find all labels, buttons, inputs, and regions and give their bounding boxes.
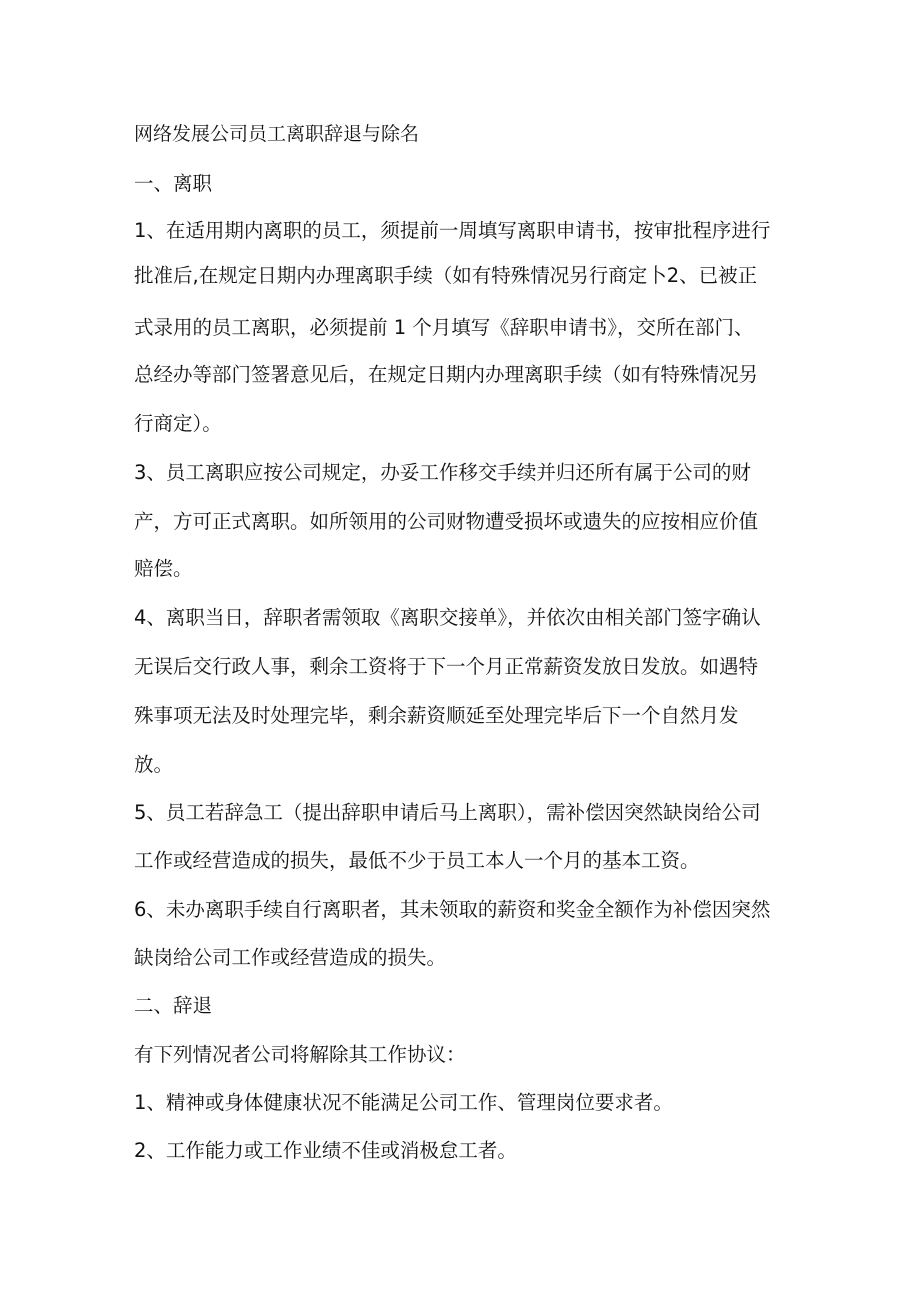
paragraph-line: 4、离职当日，辞职者需领取《离职交接单》，并依次由相关部门签字确认 [134,606,761,629]
paragraph-line: 总经办等部门签署意见后，在规定日期内办理离职手续（如有特殊情况另 [134,363,759,386]
paragraph-line: 殊事项无法及时处理完毕，剩余薪资顺延至处理完毕后下一个自然月发 [134,704,739,727]
paragraph-line: 5、员工若辞急工（提出辞职申请后马上离职），需补偿因突然缺岗给公司 [134,801,761,824]
paragraph-line: 2、工作能力或工作业绩不佳或消极怠工者。 [134,1139,517,1162]
paragraph-line: 批准后,在规定日期内办理离职手续（如有特殊情况另行商定卜2、已被正 [134,264,758,287]
paragraph-line: 有下列情况者公司将解除其工作协议： [134,1043,466,1066]
paragraph-line: 工作或经营造成的损失，最低不少于员工本人一个月的基本工资。 [134,849,700,872]
paragraph-line: 缺岗给公司工作或经营造成的损失。 [134,946,447,969]
paragraph-line: 1、精神或身体健康状况不能满足公司工作、管理岗位要求者。 [134,1091,673,1114]
paragraph-line: 产，方可正式离职。如所领用的公司财物遭受损坏或遗失的应按相应价值 [134,510,759,533]
paragraph-line: 式录用的员工离职，必须提前 1 个月填写《辞职申请书》，交所在部门、 [134,316,754,339]
section-heading: 一、离职 [134,172,213,195]
paragraph-line: 行商定）。 [134,412,222,435]
document-title: 网络发展公司员工离职辞退与除名 [134,123,420,145]
paragraph-line: 6、未办离职手续自行离职者，其未领取的薪资和奖金全额作为补偿因突然 [134,898,771,921]
paragraph-line: 3、员工离职应按公司规定，办妥工作移交手续并归还所有属于公司的财 [134,461,751,484]
section-heading: 二、辞退 [134,994,213,1017]
paragraph-line: 1、在适用期内离职的员工，须提前一周填写离职申请书，按审批程序进行 [134,219,771,242]
paragraph-line: 赔偿。 [134,557,193,580]
paragraph-line: 放。 [134,753,174,776]
paragraph-line: 无误后交行政人事，剩余工资将于下一个月正常薪资发放日发放。如遇特 [134,655,759,678]
